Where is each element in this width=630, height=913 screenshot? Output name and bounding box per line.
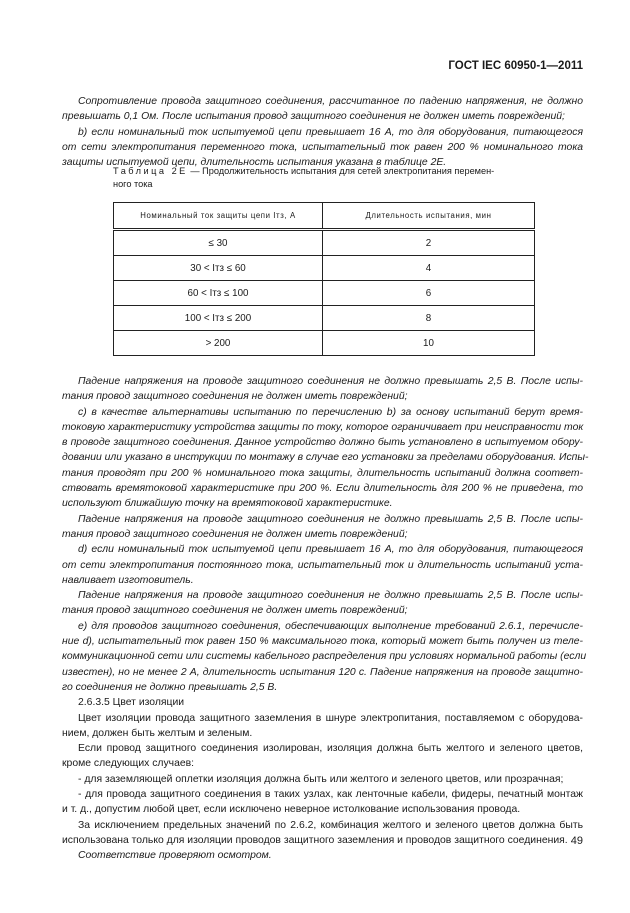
paragraph xyxy=(62,542,583,588)
paragraph xyxy=(62,741,583,772)
table-row xyxy=(114,256,535,281)
cell-duration: 4 xyxy=(323,256,535,281)
text-line: тания провод защитного соединения не должен иметь повреждений; xyxy=(62,605,408,617)
text-line: и т. д., допустим любой цвет, если исключено неверное истолкование использования провода. xyxy=(62,804,521,816)
paragraph xyxy=(62,711,583,742)
paragraph xyxy=(62,619,587,695)
document-header: ГОСТ IEC 60950-1—2011 xyxy=(448,60,583,72)
cell-rated-current: ≤ 30 xyxy=(114,230,323,256)
text-line: Падение напряжения на проводе защитного соединения не должно превышать 2,5 В. После испы- xyxy=(78,590,583,602)
paragraph xyxy=(62,695,583,710)
paragraph xyxy=(62,405,589,512)
table-caption-title: — Продолжительность испытания для сетей электропитания перемен- xyxy=(187,166,495,176)
text-line: защиты испытуемой цепи, длительность испытания указана в таблице 2Е. xyxy=(62,157,447,169)
text-line: 2.6.3.5 Цвет изоляции xyxy=(78,697,185,709)
header-duration: Длительность испытания, мин xyxy=(323,203,535,230)
text-line: c) в качестве альтернативы испытанию по перечислению b) за основу испытаний берут время- xyxy=(78,406,583,418)
table-caption-label: Таблица 2Е xyxy=(113,166,188,176)
text-line: ствовать времятоковой характеристике при 200 %. Если длительность для 200 % не приведена, то xyxy=(62,483,583,495)
paragraph xyxy=(62,374,583,405)
text-line: коммуникационной сети или системы кабельного распределения при условиях нормальной работы (если xyxy=(62,651,587,663)
text-line: в проводе защитного соединения. Данное устройство должно быть установлено в испытуемом обору- xyxy=(62,437,583,449)
cell-rated-current: 100 < Iтз ≤ 200 xyxy=(114,306,323,331)
cell-rated-current: 60 < Iтз ≤ 100 xyxy=(114,281,323,306)
paragraph xyxy=(62,512,583,543)
cell-duration: 6 xyxy=(323,281,535,306)
text-line: Падение напряжения на проводе защитного соединения не должно превышать 2,5 В. После испы- xyxy=(78,513,583,525)
table-caption xyxy=(113,165,533,191)
table-row xyxy=(114,230,535,256)
paragraph xyxy=(62,125,583,171)
page-number: 49 xyxy=(570,835,583,847)
table-row xyxy=(114,306,535,331)
text-line: используют ближайшую точку на времятоковой характеристике. xyxy=(62,498,393,510)
cell-duration: 8 xyxy=(323,306,535,331)
text-line: превышать 0,1 Ом. После испытания провод защитного соединения не должен иметь повреждений; xyxy=(62,111,565,123)
text-line: e) для проводов защитного соединения, обеспечивающих выполнение требований 2.6.1, перечисле- xyxy=(78,620,583,632)
text-line: d) если номинальный ток испытуемой цепи превышает 16 А, то для оборудования, питающегося xyxy=(78,544,583,556)
cell-rated-current: > 200 xyxy=(114,331,323,356)
paragraph xyxy=(62,848,583,863)
text-line: Соответствие проверяют осмотром. xyxy=(78,850,272,862)
text-line: кроме следующих случаев: xyxy=(62,758,195,770)
text-line: нием, должен быть желтым и зеленым. xyxy=(62,727,253,739)
paragraph xyxy=(62,818,583,849)
header-rated-current: Номинальный ток защиты цепи Iтз, А xyxy=(114,203,323,230)
text-line: от сети электропитания постоянного тока, испытательный ток и длительность испытаний уста- xyxy=(62,559,583,571)
text-line: использована только для изоляции проводов защитного заземления и проводов защитного соединения. xyxy=(62,834,568,846)
text-line: Если провод защитного соединения изолирован, изоляция должна быть желтого и зеленого цветов, xyxy=(78,743,583,755)
text-line: ние d), испытательный ток равен 150 % максимального тока, который может быть получен из теле- xyxy=(62,636,583,648)
text-line: тания провод защитного соединения не должен иметь повреждений; xyxy=(62,391,408,403)
table-row xyxy=(114,281,535,306)
table-caption-title-cont: ного тока xyxy=(113,179,153,189)
paragraph xyxy=(62,588,583,619)
text-block-top xyxy=(62,94,583,170)
text-line: довании или указано в инструкции по монтажу в случае его установки за пределами оборудования. Испы- xyxy=(62,452,589,464)
text-line: - для провода защитного соединения в таких узлах, как ленточные кабели, фидеры, печатный монтаж xyxy=(78,789,583,801)
text-line: Падение напряжения на проводе защитного соединения не должно превышать 2,5 В. После испы- xyxy=(78,376,583,387)
cell-rated-current: 30 < Iтз ≤ 60 xyxy=(114,256,323,281)
paragraph xyxy=(62,94,583,125)
text-line: го соединения не должно превышать 2,5 В. xyxy=(62,681,278,693)
cell-duration: 10 xyxy=(323,331,535,356)
text-line: тания провод защитного соединения не должен иметь повреждений; xyxy=(62,528,408,540)
text-line: известен), но не менее 2 А, длительность испытания 120 с. Падение напряжения на проводе защитно- xyxy=(62,666,583,678)
text-line: - для заземляющей оплетки изоляция должна быть или желтого и зеленого цветов, или прозрачная; xyxy=(78,773,564,785)
table-row xyxy=(114,331,535,356)
text-line: токовую характеристику устройства защиты по току, которое ограничивает при неисправности ток xyxy=(62,421,584,433)
table-header-row xyxy=(114,203,535,230)
paragraph xyxy=(62,772,583,787)
text-line: Цвет изоляции провода защитного заземления в шнуре электропитания, поставляемом с оборудова- xyxy=(78,712,583,724)
cell-duration: 2 xyxy=(323,230,535,256)
text-line: навливает изготовитель. xyxy=(62,574,194,586)
text-line: b) если номинальный ток испытуемой цепи превышает 16 А, то для оборудования, питающегося xyxy=(78,126,583,138)
text-line: Сопротивление провода защитного соединения, рассчитанное по падению напряжения, не должно xyxy=(78,96,583,107)
text-line: тания проводят при 200 % номинального тока защиты, длительность испытаний должна соответ- xyxy=(62,467,583,479)
text-line: от сети электропитания переменного тока, испытательный ток равен 200 % номинального тока xyxy=(62,141,583,153)
test-duration-table xyxy=(113,202,535,356)
text-line: За исключением предельных значений по 2.6.2, комбинация желтого и зеленого цветов должна быть xyxy=(78,819,583,831)
paragraph xyxy=(62,787,583,818)
text-block-main xyxy=(62,374,589,864)
